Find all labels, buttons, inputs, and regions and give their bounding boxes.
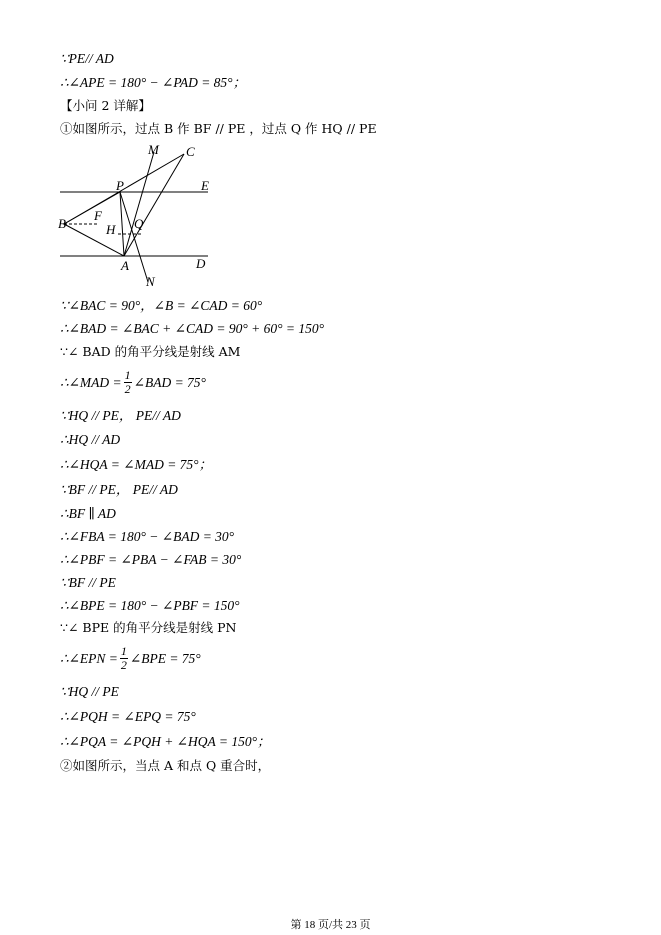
- fraction-half: [124, 369, 132, 396]
- text-line-20: ∵HQ // PE: [60, 684, 119, 699]
- label-P: P: [116, 178, 124, 193]
- equation-prefix: ∴∠MAD =: [60, 374, 122, 390]
- section-heading: 【小问 2 详解】: [60, 98, 151, 113]
- geometry-diagram: [58, 140, 228, 292]
- text-line-7: ∵∠ BAD 的角平分线是射线 AM: [60, 344, 241, 359]
- fraction-half: [120, 645, 128, 672]
- text-line-15: ∴∠PBF = ∠PBA − ∠FAB = 30°: [60, 552, 242, 567]
- label-H: H: [106, 222, 116, 237]
- text-line-14: ∴∠FBA = 180° − ∠BAD = 30°: [60, 529, 235, 544]
- label-Q: Q: [134, 216, 144, 231]
- text-line-6: ∴∠BAD = ∠BAC + ∠CAD = 90° + 60° = 150°: [60, 321, 325, 336]
- text-line-9: ∵HQ // PE， PE// AD: [60, 408, 181, 423]
- text-line-17: ∴∠BPE = 180° − ∠PBF = 150°: [60, 598, 240, 613]
- label-M: M: [148, 142, 159, 157]
- page-footer: 第 18 页/共 23 页: [290, 919, 371, 931]
- label-F: F: [94, 208, 102, 223]
- text-line-13: ∴BF ∥ AD: [60, 506, 116, 521]
- fraction-numerator: 1: [124, 368, 131, 382]
- label-D: D: [196, 256, 206, 271]
- text-line-11: ∴∠HQA = ∠MAD = 75°；: [60, 457, 213, 472]
- text-line-18: ∵∠ BPE 的角平分线是射线 PN: [60, 620, 237, 635]
- equation-suffix: ∠BAD = 75°: [133, 374, 206, 390]
- equation-prefix: ∴∠EPN =: [60, 650, 118, 666]
- text-line-12: ∵BF // PE， PE// AD: [60, 482, 178, 497]
- fraction-denominator: 2: [120, 658, 127, 672]
- label-N: N: [146, 274, 155, 289]
- equation-suffix: ∠BPE = 75°: [129, 650, 201, 666]
- text-line-2: ∴∠APE = 180° − ∠PAD = 85°；: [60, 75, 247, 90]
- text-line-19: [60, 645, 201, 672]
- label-B: B: [58, 216, 66, 231]
- fraction-numerator: 1: [120, 644, 127, 658]
- text-line-5: ∵∠BAC = 90°，∠B = ∠CAD = 60°: [60, 298, 263, 313]
- label-A: A: [121, 258, 129, 273]
- text-line-1: ∵PE// AD: [60, 51, 114, 66]
- text-line-21: ∴∠PQH = ∠EPQ = 75°: [60, 709, 196, 724]
- text-line-8: [60, 369, 206, 396]
- text-line-23: ②如图所示，当点 A 和点 Q 重合时，: [60, 758, 271, 773]
- text-line-16: ∵BF // PE: [60, 575, 116, 590]
- label-E: E: [201, 178, 209, 193]
- fraction-denominator: 2: [124, 382, 131, 396]
- text-line-10: ∴HQ // AD: [60, 432, 121, 447]
- text-line-4: ①如图所示，过点 B 作 BF // PE ，过点 Q 作 HQ // PE: [60, 121, 377, 136]
- label-C: C: [186, 144, 195, 159]
- text-line-22: ∴∠PQA = ∠PQH + ∠HQA = 150°；: [60, 734, 271, 749]
